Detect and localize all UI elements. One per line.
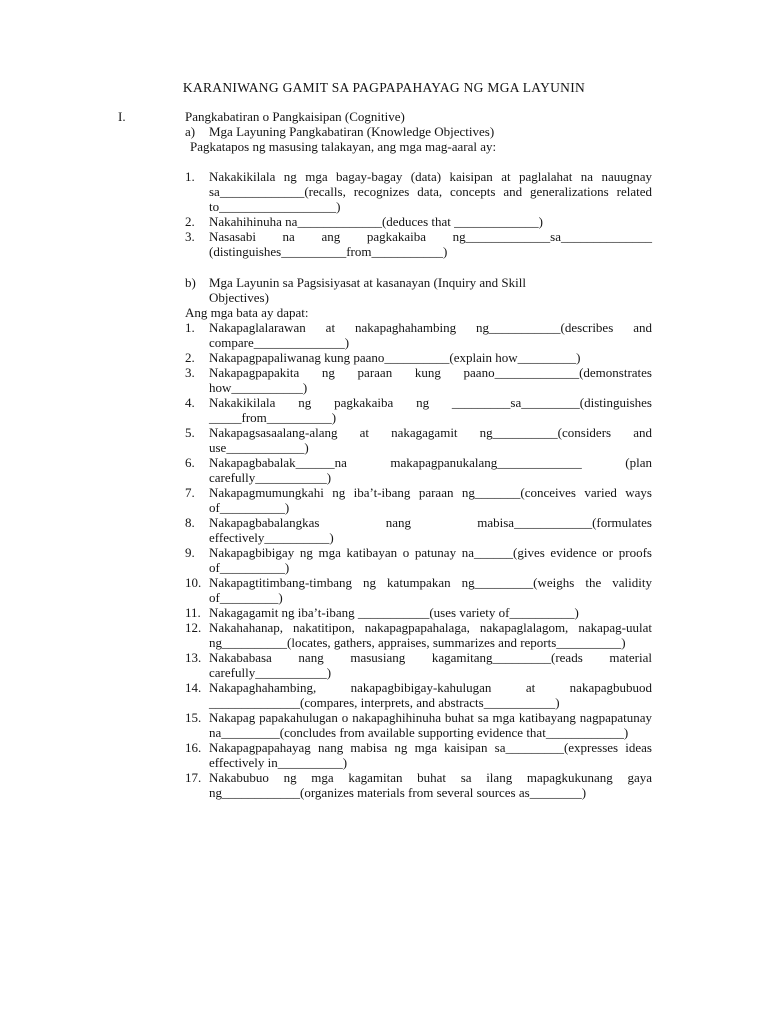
list-item	[185, 545, 652, 575]
subsection-b-letter: b)	[185, 275, 196, 290]
item-text: Nakahihinuha na_____________(deduces that _____________)	[209, 214, 543, 229]
list-item	[185, 740, 652, 770]
subsection-b-title-line2: Objectives)	[209, 290, 269, 305]
item-text: Nakapaghahambing, nakapagbibigay-kahulugan at nakapagbubuod ______________(compares, interprets, and abstracts___________)	[209, 680, 652, 710]
subsection-b-intro: Ang mga bata ay dapat:	[185, 305, 309, 320]
item-text: Nakagagamit ng iba’t-ibang ___________(uses variety of__________)	[209, 605, 579, 620]
item-text: Nakababasa nang masusiang kagamitang_________(reads material carefully___________)	[209, 650, 652, 680]
list-item	[185, 425, 652, 455]
item-text: Nakapagmumungkahi ng iba’t-ibang paraan ng_______(conceives varied ways of__________)	[209, 485, 652, 515]
list-item	[185, 620, 652, 650]
item-text: Nakabubuo ng mga kagamitan buhat sa ilang mapagkukunang gaya ng____________(organizes materials from several sources as________)	[209, 770, 652, 800]
list-item	[185, 320, 652, 350]
item-text: Nakapagbabalangkas nang mabisa____________(formulates effectively__________)	[209, 515, 652, 545]
list-item	[185, 365, 652, 395]
item-number: 10.	[185, 575, 202, 590]
list-item	[185, 680, 652, 710]
item-number: 3.	[185, 229, 195, 244]
list-item	[185, 485, 652, 515]
list-item	[185, 214, 652, 229]
list-item	[185, 455, 652, 485]
list-item	[185, 575, 652, 605]
item-number: 13.	[185, 650, 202, 665]
item-number: 9.	[185, 545, 195, 560]
item-text: Nakapagpapakita ng paraan kung paano_____________(demonstrates how___________)	[209, 365, 652, 395]
item-text: Nakahahanap, nakatitipon, nakapagpapahalaga, nakapaglalagom, nakapag-uulat ng__________(locates, gathers, appraises, summarizes and reports__________)	[209, 620, 652, 650]
item-text: Nakakikilala ng pagkakaiba ng _________sa_________(distinguishes _____from__________)	[209, 395, 652, 425]
list-item	[185, 710, 652, 740]
item-number: 1.	[185, 320, 195, 335]
item-text: Nakapagbibigay ng mga katibayan o patunay na______(gives evidence or proofs of__________)	[209, 545, 652, 575]
item-number: 6.	[185, 455, 195, 470]
subsection-a-heading	[185, 124, 655, 139]
list-item	[185, 515, 652, 545]
subsection-a-letter: a)	[185, 124, 196, 139]
list-item	[185, 650, 652, 680]
item-number: 2.	[185, 214, 195, 229]
item-text: Nakapaglalarawan at nakapaghahambing ng___________(describes and compare______________)	[209, 320, 652, 350]
inquiry-skill-objectives-list	[185, 320, 652, 800]
list-item	[185, 229, 652, 259]
subsection-a-intro: Pagkatapos ng masusing talakayan, ang mga mag-aaral ay:	[190, 139, 497, 154]
subsection-a-title: Mga Layuning Pangkabatiran (Knowledge Objectives)	[209, 124, 495, 139]
item-text: Nasasabi na ang pagkakaiba ng_____________sa______________ (distinguishes__________from___________)	[209, 229, 652, 259]
list-item	[185, 605, 652, 620]
item-text: Nakapag papakahulugan o nakapaghihinuha buhat sa mga katibayang nagpapatunay na_________(concludes from available supporting evidence that____________)	[209, 710, 652, 740]
item-text: Nakapagsasaalang-alang at nakagagamit ng__________(considers and use____________)	[209, 425, 652, 455]
item-number: 5.	[185, 425, 195, 440]
item-text: Nakapagbabalak______na makapagpanukalang_____________ (plan carefully___________)	[209, 455, 652, 485]
item-number: 16.	[185, 740, 202, 755]
subsection-b-title-line1: Mga Layunin sa Pagsisiyasat at kasanayan (Inquiry and Skill	[209, 275, 526, 290]
document-title: KARANIWANG GAMIT SA PAGPAPAHAYAG NG MGA LAYUNIN	[182, 80, 586, 95]
item-number: 2.	[185, 350, 195, 365]
item-number: 1.	[185, 169, 195, 184]
subsection-b-heading	[185, 275, 652, 305]
item-number: 4.	[185, 395, 195, 410]
section-number: I.	[118, 109, 126, 124]
list-item	[185, 770, 652, 800]
item-number: 8.	[185, 515, 195, 530]
item-number: 11.	[185, 605, 201, 620]
item-number: 7.	[185, 485, 195, 500]
item-number: 14.	[185, 680, 202, 695]
list-item	[185, 169, 652, 214]
section-title: Pangkabatiran o Pangkaisipan (Cognitive)	[185, 109, 405, 124]
item-text: Nakakikilala ng mga bagay-bagay (data) kaisipan at paglalahat na nauugnay sa_____________(recalls, recognizes data, concepts and generalizations related to__________________)	[209, 169, 652, 214]
item-number: 12.	[185, 620, 202, 635]
item-number: 17.	[185, 770, 202, 785]
list-item	[185, 350, 652, 365]
item-number: 3.	[185, 365, 195, 380]
item-number: 15.	[185, 710, 202, 725]
item-text: Nakapagpapahayag nang mabisa ng mga kaisipan sa_________(expresses ideas effectively in__________)	[209, 740, 652, 770]
knowledge-objectives-list	[185, 169, 652, 259]
item-text: Nakapagpapaliwanag kung paano__________(explain how_________)	[209, 350, 581, 365]
list-item	[185, 395, 652, 425]
item-text: Nakapagtitimbang-timbang ng katumpakan ng_________(weighs the validity of_________)	[209, 575, 652, 605]
